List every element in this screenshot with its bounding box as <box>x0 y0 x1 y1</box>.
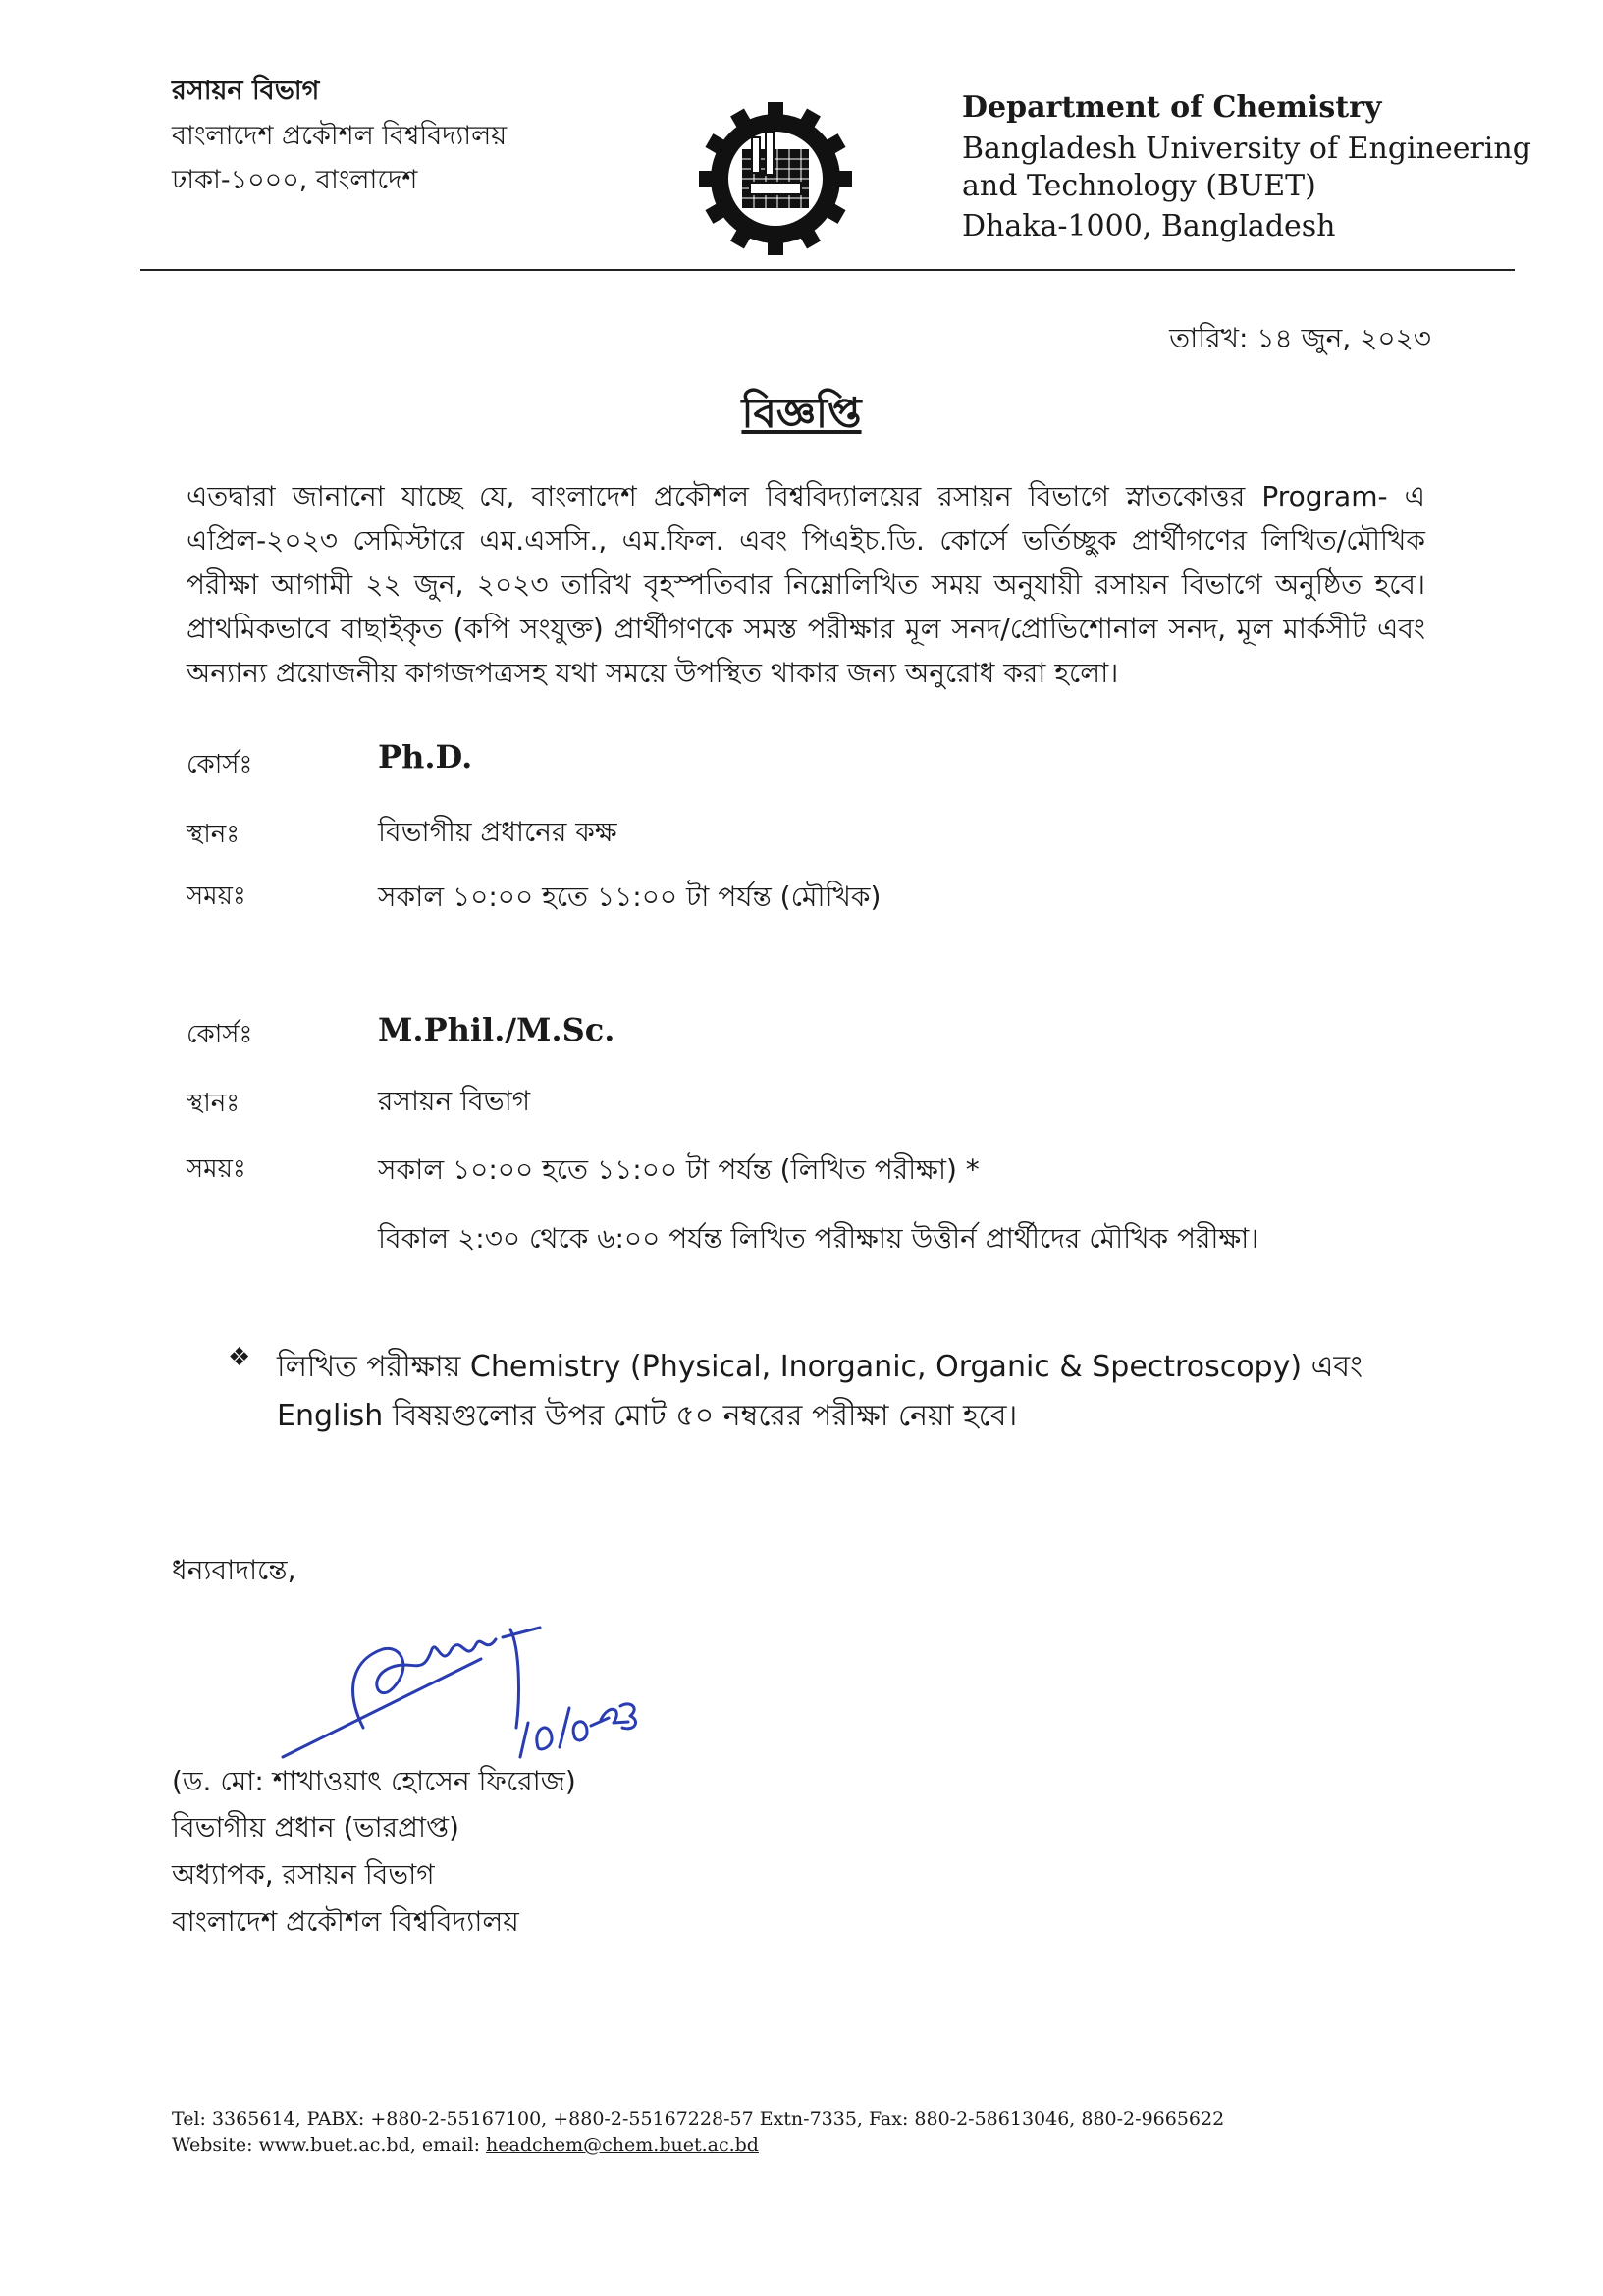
time-value: সকাল ১০:০০ হতে ১১:০০ টা পর্যন্ত (মৌখিক) <box>378 881 882 913</box>
signatory-designation: অধ্যাপক, রসায়ন বিভাগ <box>172 1858 435 1891</box>
letterhead-bn-university: বাংলাদেশ প্রকৌশল বিশ্ববিদ্যালয় <box>172 121 508 151</box>
signatory-name: (ড. মো: শাখাওয়াৎ হোসেন ফিরোজ) <box>172 1765 576 1797</box>
time-value: সকাল ১০:০০ হতে ১১:০০ টা পর্যন্ত (লিখিত পরীক্ষা) * <box>378 1153 980 1186</box>
course-label: কোর্সঃ <box>187 750 253 779</box>
footer-web <box>172 2134 759 2156</box>
time-label: সময়ঃ <box>187 1154 246 1184</box>
footer-email-link[interactable]: headchem@chem.buet.ac.bd <box>486 2134 759 2156</box>
signatory-title: বিভাগীয় প্রধান (ভারপ্রাপ্ত) <box>172 1811 459 1843</box>
time-value-secondary: বিকাল ২:৩০ থেকে ৬:০০ পর্যন্ত লিখিত পরীক্ষায় উত্তীর্ন প্রার্থীদের মৌখিক পরীক্ষা। <box>378 1222 1259 1255</box>
course-value: Ph.D. <box>378 738 473 775</box>
closing-text: ধন্যবাদান্তে, <box>172 1554 296 1586</box>
place-value: বিভাগীয় প্রধানের কক্ষ <box>378 816 617 848</box>
course-label: কোর্সঃ <box>187 1020 253 1049</box>
signatory-institution: বাংলাদেশ প্রকৌশল বিশ্ববিদ্যালয় <box>172 1905 519 1938</box>
footer-contact: Tel: 3365614, PABX: +880-2-55167100, +880-2-55167228-57 Extn-7335, Fax: 880-2-58613046, 880-2-9665622 <box>172 2109 1225 2130</box>
letterhead-bn-department: রসায়ন বিভাগ <box>172 76 320 106</box>
place-label: স্থানঃ <box>187 820 240 849</box>
footer-website: Website: www.buet.ac.bd, email: <box>172 2134 487 2156</box>
letterhead-en-university-1: Bangladesh University of Engineering <box>962 132 1531 166</box>
exam-note: লিখিত পরীক্ষায় Chemistry (Physical, Inorganic, Organic & Spectroscopy) এবং English বিষয়গুলোর উপর মোট ৫০ নম্বরের পরীক্ষা নেয়া হবে। <box>277 1350 1363 1433</box>
buet-logo <box>695 98 856 259</box>
header-divider <box>140 269 1515 271</box>
letterhead-en-address: Dhaka-1000, Bangladesh <box>962 209 1336 243</box>
time-label: সময়ঃ <box>187 881 246 911</box>
notice-body: এতদ্বারা জানানো যাচ্ছে যে, বাংলাদেশ প্রকৌশল বিশ্ববিদ্যালয়ের রসায়ন বিভাগে স্নাতকোত্তর Program- এ এপ্রিল-২০২৩ সেমিস্টারে এম.এসসি., এম.ফিল. এবং পিএইচ.ডি. কোর্সে ভর্তিচ্ছুক প্রার্থীগণের লিখিত/মৌখিক পরীক্ষা আগামী ২২ জুন, ২০২৩ তারিখ বৃহস্পতিবার নিম্নোলিখিত সময় অনুযায়ী রসায়ন বিভাগে অনুষ্ঠিত হবে। প্রাথমিকভাবে বাছাইকৃত (কপি সংযুক্ত) প্রার্থীগণকে সমস্ত পরীক্ষার মূল সনদ/প্রোভিশোনাল সনদ, মূল মার্কসীট এবং অন্যান্য প্রয়োজনীয় কাগজপত্রসহ যথা সময়ে উপস্থিত থাকার জন্য অনুরোধ করা হলো। <box>187 480 1425 689</box>
letterhead-en-university-2: and Technology (BUET) <box>962 169 1316 203</box>
course-value: M.Phil./M.Sc. <box>378 1011 615 1048</box>
notice-date: তারিখ: ১৪ জুন, ২০২৩ <box>1169 322 1431 354</box>
letterhead-bn-address: ঢাকা-১০০০, বাংলাদেশ <box>172 165 418 195</box>
place-label: স্থানঃ <box>187 1089 240 1118</box>
letterhead-en-department: Department of Chemistry <box>962 90 1382 125</box>
place-value: রসায়ন বিভাগ <box>378 1085 531 1117</box>
notice-title: বিজ্ঞপ্তি <box>741 389 862 437</box>
note-bullet-icon: ❖ <box>228 1343 251 1372</box>
